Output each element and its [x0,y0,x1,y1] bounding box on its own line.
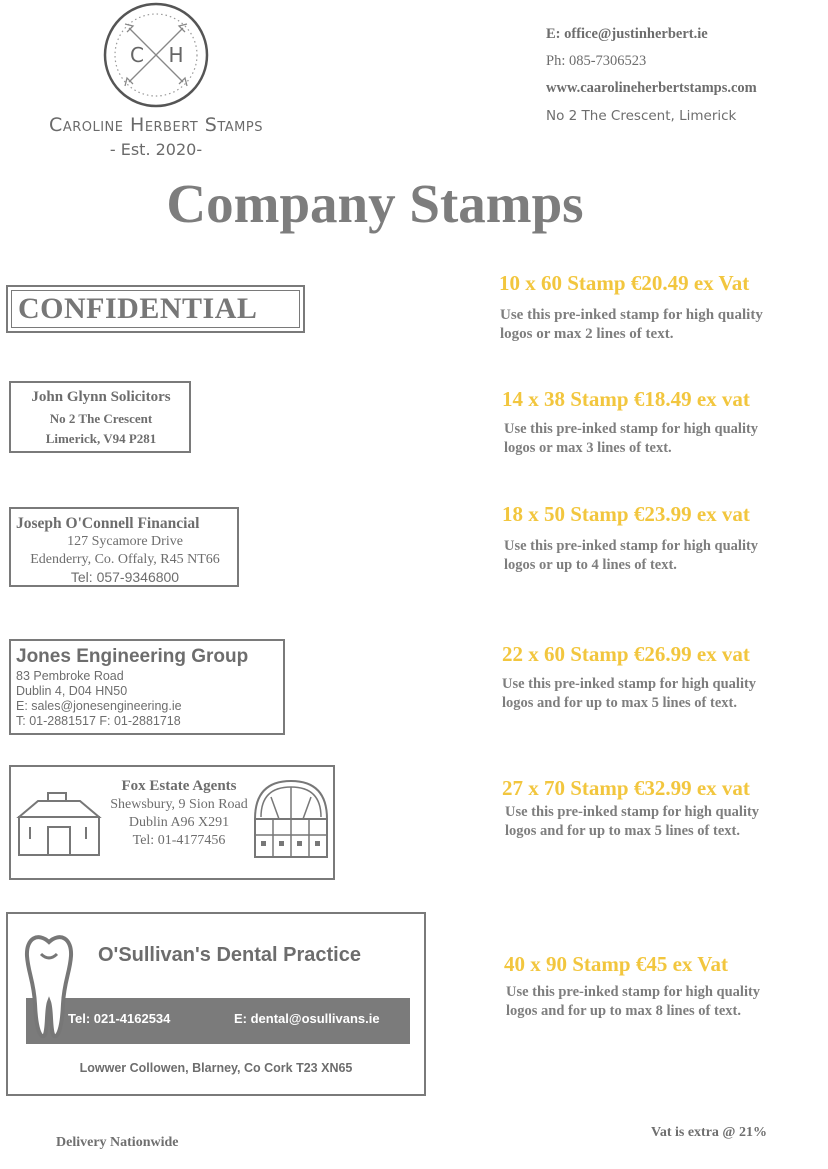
brand-established: - Est. 2020- [109,140,203,159]
vat-note: Vat is extra @ 21% [651,1125,767,1140]
stamp-line: Fox Estate Agents [121,778,237,794]
price-label: 14 x 38 Stamp €18.49 ex vat [502,387,750,411]
monogram-left: C [130,43,144,67]
stamp-sample-fox-estate [9,765,335,880]
stamp-line: O'Sullivan's Dental Practice [98,944,361,966]
contact-website: www.caarolineherbertstamps.com [546,80,757,96]
stamp-line: E: dental@osullivans.ie [234,1011,380,1026]
product-description: Use this pre-inked stamp for high quality logos and for up to max 8 lines of text. [506,984,761,1019]
price-label: 27 x 70 Stamp €32.99 ex vat [502,776,750,800]
stamp-line: John Glynn Solicitors [31,389,171,405]
stamp-line: Edenderry, Co. Offaly, R45 NT66 [30,552,220,567]
stamp-line: Lowwer Collowen, Blarney, Co Cork T23 XN65 [79,1061,353,1075]
stamp-line: T: 01-2881517 F: 01-2881718 [16,714,181,728]
stamp-sample-osullivans-dental [6,912,426,1096]
product-description: Use this pre-inked stamp for high quality logos or max 2 lines of text. [500,307,763,342]
monogram-right: H [168,43,184,67]
stamp-line: CONFIDENTIAL [18,292,258,325]
stamp-line: Dublin A96 X291 [128,815,230,830]
arched-building-icon [251,777,331,861]
stamp-line: Shewsbury, 9 Sion Road [110,797,248,812]
stamp-line: Jones Engineering Group [16,646,249,667]
stamp-sample-john-glynn [9,381,191,453]
delivery-note: Delivery Nationwide [56,1135,179,1150]
product-description: Use this pre-inked stamp for high quality logos or max 3 lines of text. [504,421,759,456]
stamp-line: Joseph O'Connell Financial [16,515,200,532]
stamp-line: E: sales@jonesengineering.ie [16,699,182,713]
contact-email: E: office@justinherbert.ie [546,26,708,42]
price-label: 40 x 90 Stamp €45 ex Vat [504,952,729,976]
stamp-line: Tel: 01-4177456 [132,833,226,848]
stamp-line: Dublin 4, D04 HN50 [16,684,128,698]
brand-seal-logo [103,2,209,108]
stamp-sample-jones-engineering [9,639,285,735]
stamp-line: Limerick, V94 P281 [45,431,157,446]
contact-address: No 2 The Crescent, Limerick [546,108,737,124]
product-description: Use this pre-inked stamp for high quality logos or up to 4 lines of text. [504,538,759,573]
price-label: 22 x 60 Stamp €26.99 ex vat [502,642,750,666]
contact-phone: Ph: 085-7306523 [546,53,647,69]
stamp-line: 83 Pembroke Road [16,669,124,683]
price-label: 18 x 50 Stamp €23.99 ex vat [502,502,750,526]
stamp-line: Tel: 057-9346800 [70,569,180,585]
tooth-icon [24,932,74,1044]
stamp-line: Tel: 021-4162534 [68,1011,171,1026]
brand-name: Caroline Herbert Stamps [49,114,263,136]
stamp-sample-joseph-oconnell [9,507,239,587]
page-title: Company Stamps [166,173,584,234]
price-label: 10 x 60 Stamp €20.49 ex Vat [499,271,750,295]
house-icon [16,791,102,857]
stamp-sample-confidential [6,285,305,333]
stamp-line: No 2 The Crescent [49,411,153,426]
product-description: Use this pre-inked stamp for high quality logos and for up to max 5 lines of text. [505,804,760,839]
product-description: Use this pre-inked stamp for high quality logos and for up to max 5 lines of text. [502,676,757,711]
stamp-line: 127 Sycamore Drive [67,534,183,549]
